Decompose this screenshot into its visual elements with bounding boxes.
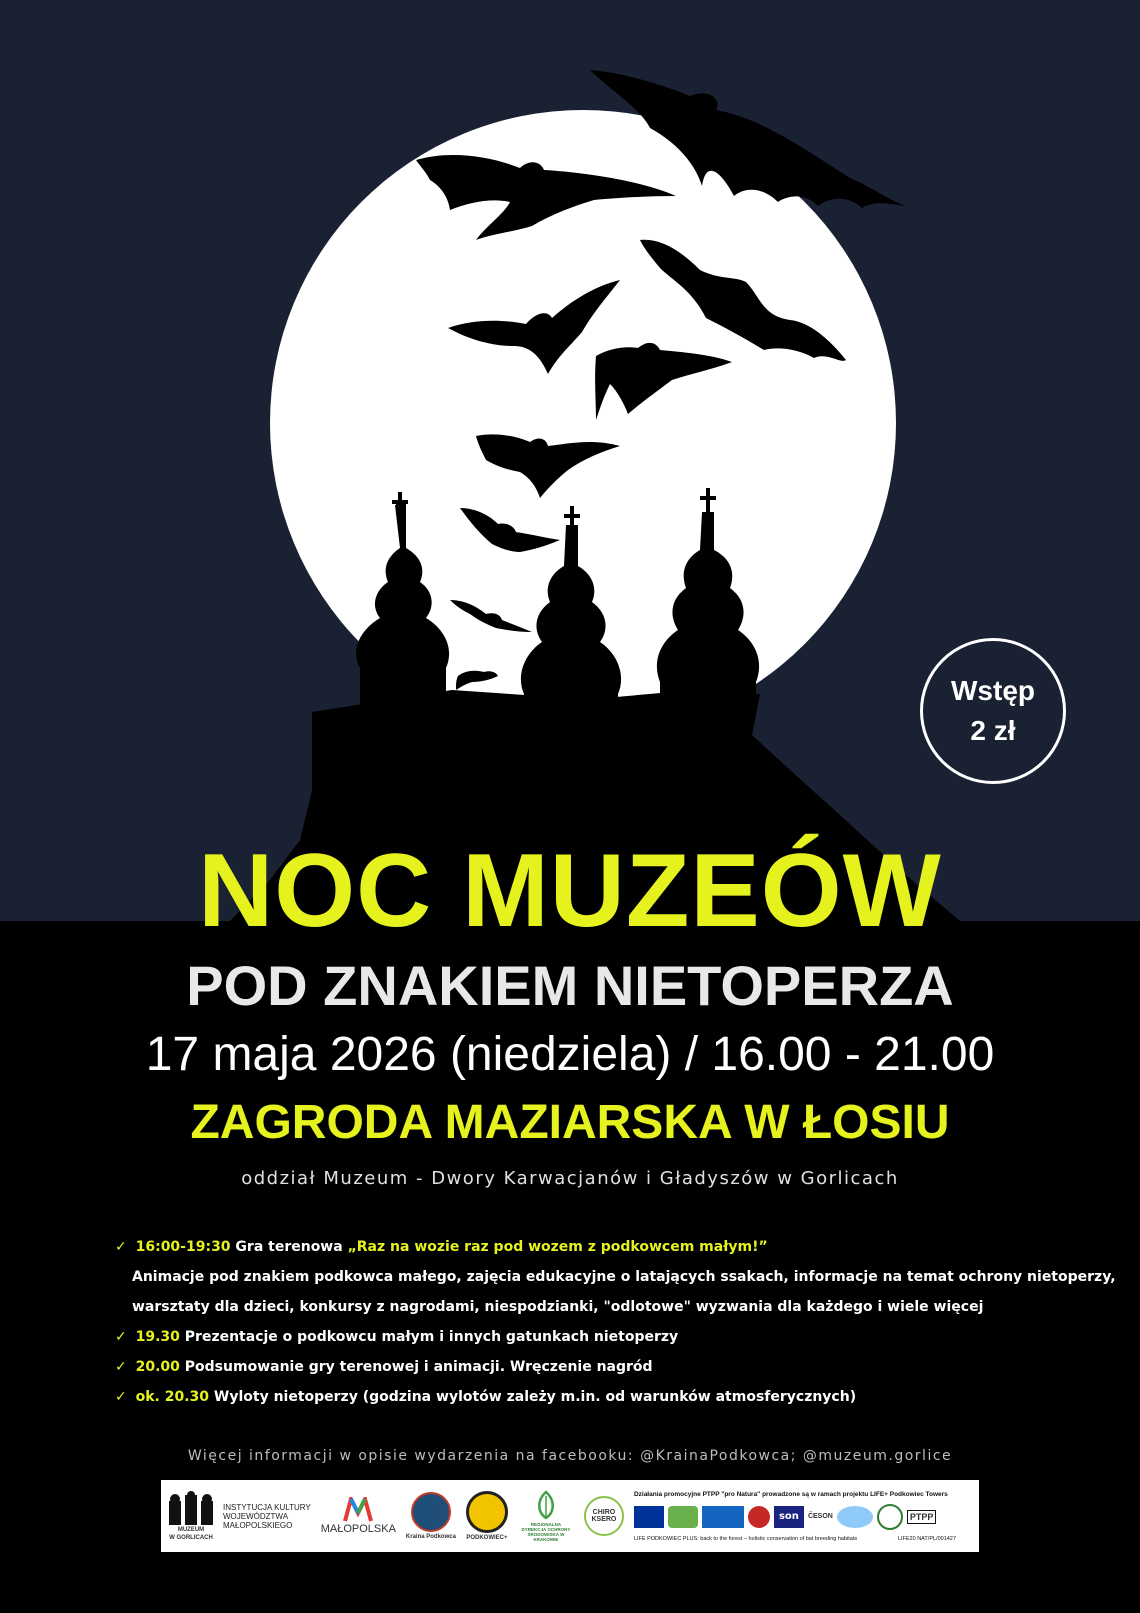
program-description: Animacje pod znakiem podkowca małego, zajęcia edukacyjne o latających ssakach, informacje na temat ochrony nietoperzy, — [132, 1269, 1116, 1285]
program-time: 16:00-19:30 — [135, 1239, 231, 1255]
malopolska-logo — [321, 1497, 396, 1535]
tower-right — [657, 512, 759, 708]
rdos-label: REGIONALNA DYREKCJA OCHRONY ŚRODOWISKA W KRAKOWIE — [521, 1522, 571, 1542]
rdos-logo — [518, 1490, 574, 1542]
badge-line-1: Wstęp — [951, 675, 1035, 706]
natura2000-icon — [702, 1506, 744, 1528]
nfosigw-icon — [748, 1506, 770, 1528]
program-text: Gra terenowa — [235, 1239, 343, 1255]
leaf-icon — [535, 1490, 557, 1520]
program-text: Wyloty nietoperzy (godzina wylotów zależy m.in. od warunków atmosferycznych) — [213, 1389, 857, 1405]
podkowiec-icon — [466, 1491, 508, 1533]
bat — [448, 280, 620, 374]
muzeum-label: MUZEUM — [177, 1527, 205, 1533]
check-icon: ✓ — [115, 1359, 127, 1375]
event-venue: ZAGRODA MAZIARSKA W ŁOSIU — [190, 1096, 950, 1149]
bat — [416, 155, 676, 240]
ceson-logo: ČESON — [807, 1513, 833, 1520]
bat — [450, 600, 532, 632]
check-icon: ✓ — [115, 1389, 127, 1405]
check-icon: ✓ — [115, 1329, 127, 1345]
muzeum-logo — [167, 1491, 311, 1541]
muzeum-sublabel: W GORLICACH — [169, 1535, 213, 1541]
podkowiec-label: PODKOWIEC+ — [466, 1535, 508, 1541]
instytucja-text — [223, 1503, 311, 1530]
kraina-label: Kraina Podkowca — [405, 1534, 456, 1540]
tower-left — [356, 505, 449, 706]
muzeum-emblem-icon — [167, 1491, 215, 1525]
life-footer-left: LIFE PODKOWIEC PLUS: back to the forest – holistic conservation of bat breeding habitats — [633, 1535, 858, 1542]
bat — [456, 671, 498, 690]
poster-subtitle: POD ZNAKIEM NIETOPERZA — [186, 954, 954, 1017]
son-logo: son — [774, 1506, 804, 1528]
program-time: 19.30 — [135, 1329, 180, 1345]
podkowiec-logo — [466, 1491, 508, 1541]
instytucja-line: WOJEWÓDZTWA — [223, 1511, 289, 1521]
program-description: warsztaty dla dzieci, konkursy z nagrodami, niespodzianki, "odlotowe" wyzwania dla każdego i wiele więcej — [132, 1299, 984, 1315]
entry-fee-badge — [920, 638, 1066, 784]
instytucja-line: MAŁOPOLSKIEGO — [223, 1520, 293, 1530]
ptpp-logo: PTPP — [907, 1510, 937, 1524]
malopolska-icon — [343, 1497, 373, 1523]
bat — [460, 508, 560, 552]
program-time: ok. 20.30 — [135, 1389, 210, 1405]
sponsor-logos-bar — [161, 1480, 979, 1552]
life-logo-icon — [668, 1506, 698, 1528]
poster-title: NOC MUZEÓW — [198, 833, 942, 949]
event-program — [115, 1232, 1115, 1412]
program-text: Prezentacje o podkowcu małym i innych gatunkach nietoperzy — [184, 1329, 679, 1345]
program-text: Podsumowanie gry terenowej i animacji. Wręczenie nagród — [184, 1359, 653, 1375]
malopolska-label: MAŁOPOLSKA — [320, 1523, 396, 1535]
life-logos-row — [634, 1500, 956, 1534]
kraina-icon — [411, 1492, 451, 1532]
program-time: 20.00 — [135, 1359, 180, 1375]
program-item — [115, 1232, 1115, 1262]
check-icon: ✓ — [115, 1239, 127, 1255]
program-item — [115, 1352, 1115, 1382]
bat — [476, 434, 620, 498]
branch-info: oddział Muzeum - Dwory Karwacjanów i Gładyszów w Gorlicach — [241, 1168, 899, 1189]
forest-logo-icon — [877, 1504, 903, 1530]
program-highlight: „Raz na wozie raz pod wozem z podkowcem małym!” — [347, 1239, 768, 1255]
life-footer-right: LIFE20 NAT/PL/001427 — [897, 1535, 956, 1542]
chiro-logo — [584, 1496, 624, 1536]
life-footer — [634, 1536, 956, 1542]
event-date: 17 maja 2026 (niedziela) / 16.00 - 21.00 — [145, 1028, 995, 1081]
badge-line-2: 2 zł — [970, 715, 1016, 746]
kraina-podkowca-logo — [406, 1492, 456, 1540]
program-item — [115, 1322, 1115, 1352]
bat — [640, 240, 846, 361]
instytucja-line: INSTYTUCJA KULTURY — [223, 1502, 311, 1512]
program-item — [115, 1382, 1115, 1412]
bat-logo-icon — [837, 1506, 873, 1528]
eu-flag-icon — [634, 1506, 664, 1528]
more-info: Więcej informacji w opisie wydarzenia na facebooku: @KrainaPodkowca; @muzeum.gorlice — [187, 1448, 953, 1464]
life-project-text: Działania promocyjne PTPP "pro Natura" prowadzone są w ramach projektu LIFE+ Podkowiec Towers — [633, 1490, 948, 1498]
tower-middle — [521, 525, 621, 722]
bat — [595, 343, 732, 420]
chiro-label: CHIRO KSERO — [591, 1509, 617, 1523]
life-project-block — [634, 1491, 956, 1542]
